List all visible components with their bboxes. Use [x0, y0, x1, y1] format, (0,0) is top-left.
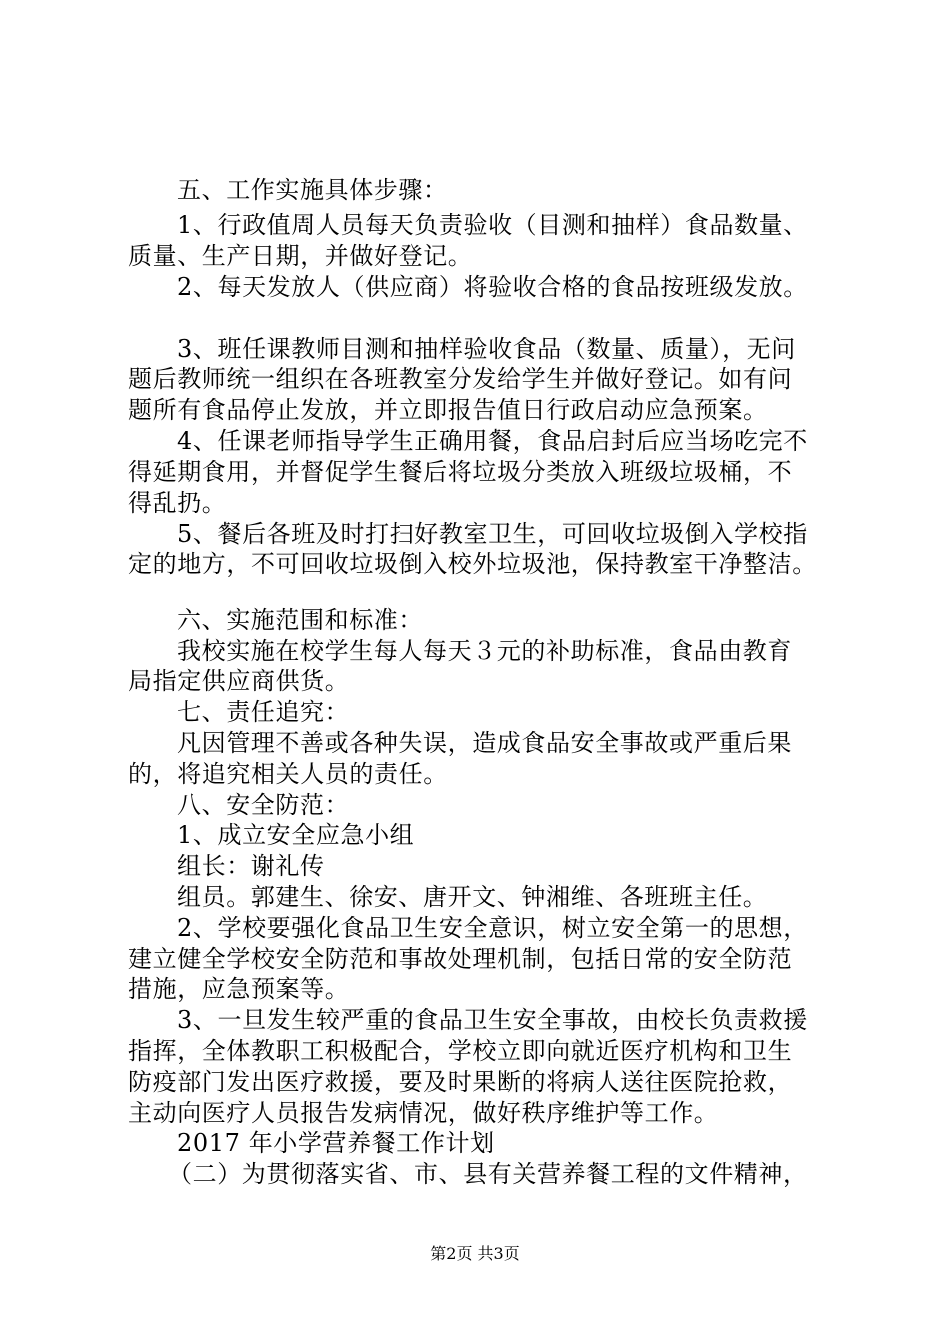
- paragraph-line: 质量、生产日期，并做好登记。: [128, 242, 473, 270]
- paragraph-line: 4、任课老师指导学生正确用餐，食品启封后应当场吃完不: [177, 427, 808, 455]
- paragraph-line: 得延期食用，并督促学生餐后将垃圾分类放入班级垃圾桶，不: [128, 458, 793, 486]
- paragraph-line: 措施，应急预案等。: [128, 975, 350, 1003]
- paragraph-line: 2017 年小学营养餐工作计划: [177, 1129, 495, 1157]
- page-footer: 第2页 共3页: [430, 1244, 520, 1263]
- paragraph-line: （二）为贯彻落实省、市、县有关营养餐工程的文件精神，: [168, 1160, 808, 1188]
- paragraph-line: 3、一旦发生较严重的食品卫生安全事故，由校长负责救援: [177, 1006, 808, 1034]
- paragraph-line: 局指定供应商供货。: [128, 667, 350, 695]
- paragraph-line: 凡因管理不善或各种失误，造成食品安全事故或严重后果: [177, 729, 792, 757]
- section-heading-6: 六、实施范围和标准：: [177, 606, 423, 634]
- paragraph-line: 得乱扔。: [128, 489, 227, 517]
- paragraph-line: 定的地方，不可回收垃圾倒入校外垃圾池，保持教室干净整洁。: [128, 550, 817, 578]
- paragraph-line: 3、班任课教师目测和抽样验收食品（数量、质量），无问: [177, 335, 796, 363]
- paragraph-line: 2、学校要强化食品卫生安全意识，树立安全第一的思想，: [177, 914, 808, 942]
- section-heading-5: 五、工作实施具体步骤：: [177, 176, 448, 204]
- paragraph-line: 指挥，全体教职工积极配合，学校立即向就近医疗机构和卫生: [128, 1037, 793, 1065]
- paragraph-line: 我校实施在校学生每人每天３元的补助标准，食品由教育: [177, 637, 792, 665]
- paragraph-line: 题所有食品停止发放，并立即报告值日行政启动应急预案。: [128, 396, 768, 424]
- paragraph-line: 组长：谢礼传: [177, 852, 325, 880]
- paragraph-line: 的，将追究相关人员的责任。: [128, 760, 448, 788]
- paragraph-line: 防疫部门发出医疗救援，要及时果断的将病人送往医院抢救，: [128, 1068, 793, 1096]
- paragraph-line: 建立健全学校安全防范和事故处理机制，包括日常的安全防范: [128, 945, 793, 973]
- paragraph-line: 题后教师统一组织在各班教室分发给学生并做好登记。如有问: [128, 365, 793, 393]
- paragraph-line: 组员。郭建生、徐安、唐开文、钟湘维、各班班主任。: [177, 883, 768, 911]
- paragraph-line: 5、餐后各班及时打扫好教室卫生，可回收垃圾倒入学校指: [177, 520, 808, 548]
- paragraph-line: 1、行政值周人员每天负责验收（目测和抽样）食品数量、: [177, 211, 808, 239]
- paragraph-line: 主动向医疗人员报告发病情况，做好秩序维护等工作。: [128, 1099, 719, 1127]
- paragraph-line: 1、成立安全应急小组: [177, 821, 415, 849]
- paragraph-line: 2、每天发放人（供应商）将验收合格的食品按班级发放。: [177, 273, 808, 301]
- section-heading-7: 七、责任追究：: [177, 698, 350, 726]
- section-heading-8: 八、安全防范：: [177, 791, 350, 819]
